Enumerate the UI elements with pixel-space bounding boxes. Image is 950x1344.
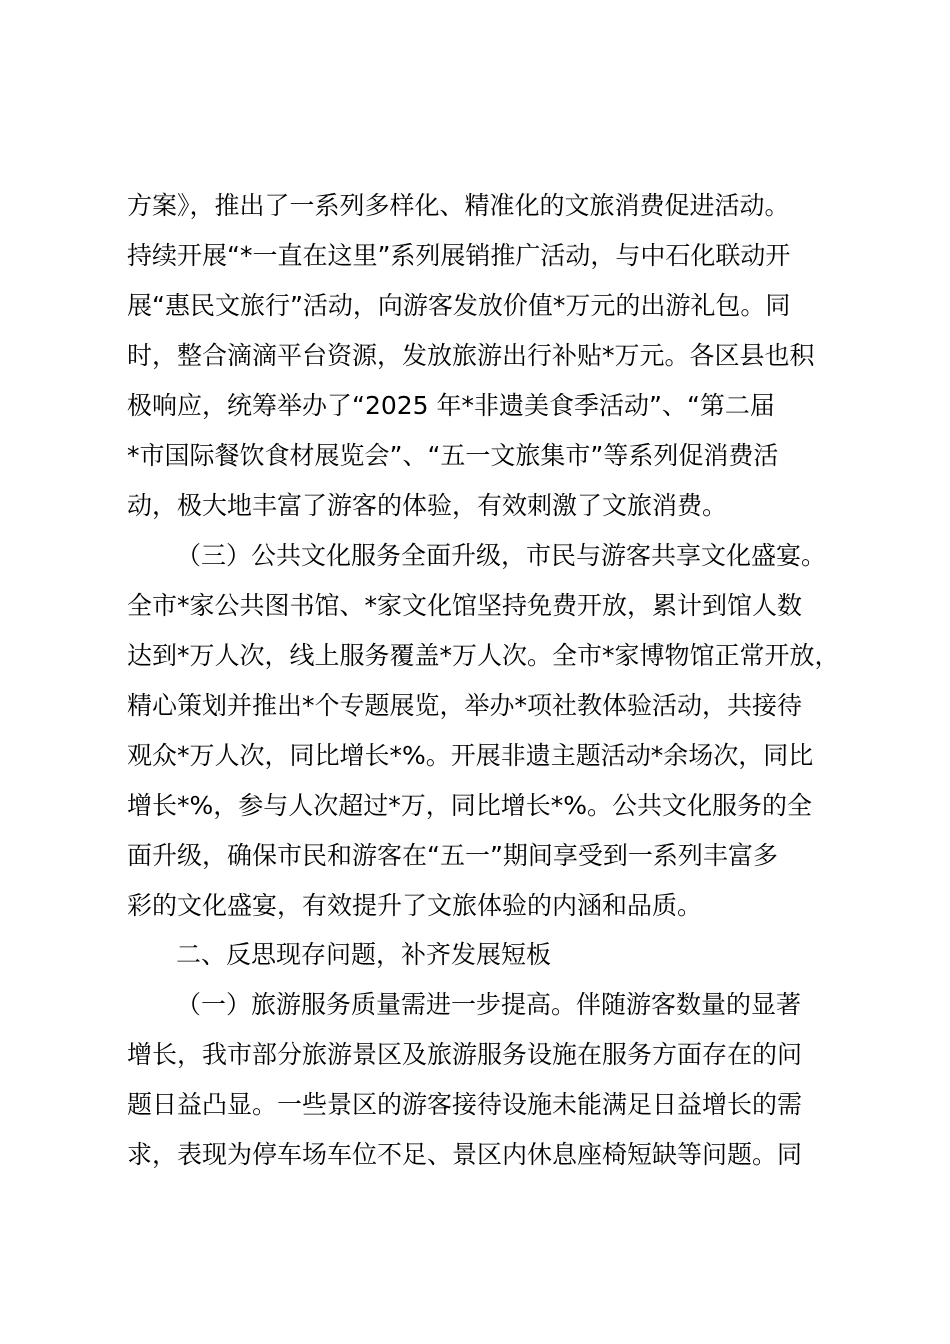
text-line: 展“惠民文旅行”活动，向游客发放价值*万元的出游礼包。同 [127, 291, 791, 320]
text-line: 题日益凸显。一些景区的游客接待设施未能满足日益增长的需 [127, 1090, 803, 1119]
text-line: 彩的文化盛宴，有效提升了文旅体验的内涵和品质。 [127, 891, 703, 920]
text-line: 求，表现为停车场车位不足、景区内休息座椅短缺等问题。同 [127, 1140, 803, 1169]
text-line: 时，整合滴滴平台资源，发放旅游出行补贴*万元。各区县也积 [127, 341, 815, 370]
text-line: 达到*万人次，线上服务覆盖*万人次。全市*家博物馆正常开放， [127, 641, 840, 670]
section-heading-3: （三）公共文化服务全面升级，市民与游客共享文化盛宴。 [176, 541, 827, 570]
text-line: 精心策划并推出*个专题展览，举办*项社教体验活动，共接待 [127, 691, 803, 720]
text-line: 方案》，推出了一系列多样化、精准化的文旅消费促进活动。 [127, 191, 790, 220]
text-line: *市国际餐饮食材展览会”、“五一文旅集市”等系列促消费活 [127, 441, 779, 470]
text-line: 动，极大地丰富了游客的体验，有效刺激了文旅消费。 [127, 491, 728, 520]
text-line: 观众*万人次，同比增长*%。开展非遗主题活动*余场次，同比 [127, 741, 814, 770]
text-line: 增长，我市部分旅游景区及旅游服务设施在服务方面存在的问 [127, 1040, 803, 1069]
text-line: 全市*家公共图书馆、*家文化馆坚持免费开放，累计到馆人数 [127, 591, 803, 620]
text-line: 增长*%，参与人次超过*万，同比增长*%。公共文化服务的全 [127, 791, 813, 820]
section-heading-2: 二、反思现存问题，补齐发展短板 [176, 940, 552, 969]
section-heading-1: （一）旅游服务质量需进一步提高。伴随游客数量的显著 [176, 990, 802, 1019]
text-line: 持续开展“*一直在这里”系列展销推广活动，与中石化联动开 [127, 241, 791, 270]
text-line: 极响应，统筹举办了“2025 年*非遗美食季活动”、“第二届 [127, 391, 775, 420]
text-line: 面升级，确保市民和游客在“五一”期间享受到一系列丰富多 [127, 841, 778, 870]
